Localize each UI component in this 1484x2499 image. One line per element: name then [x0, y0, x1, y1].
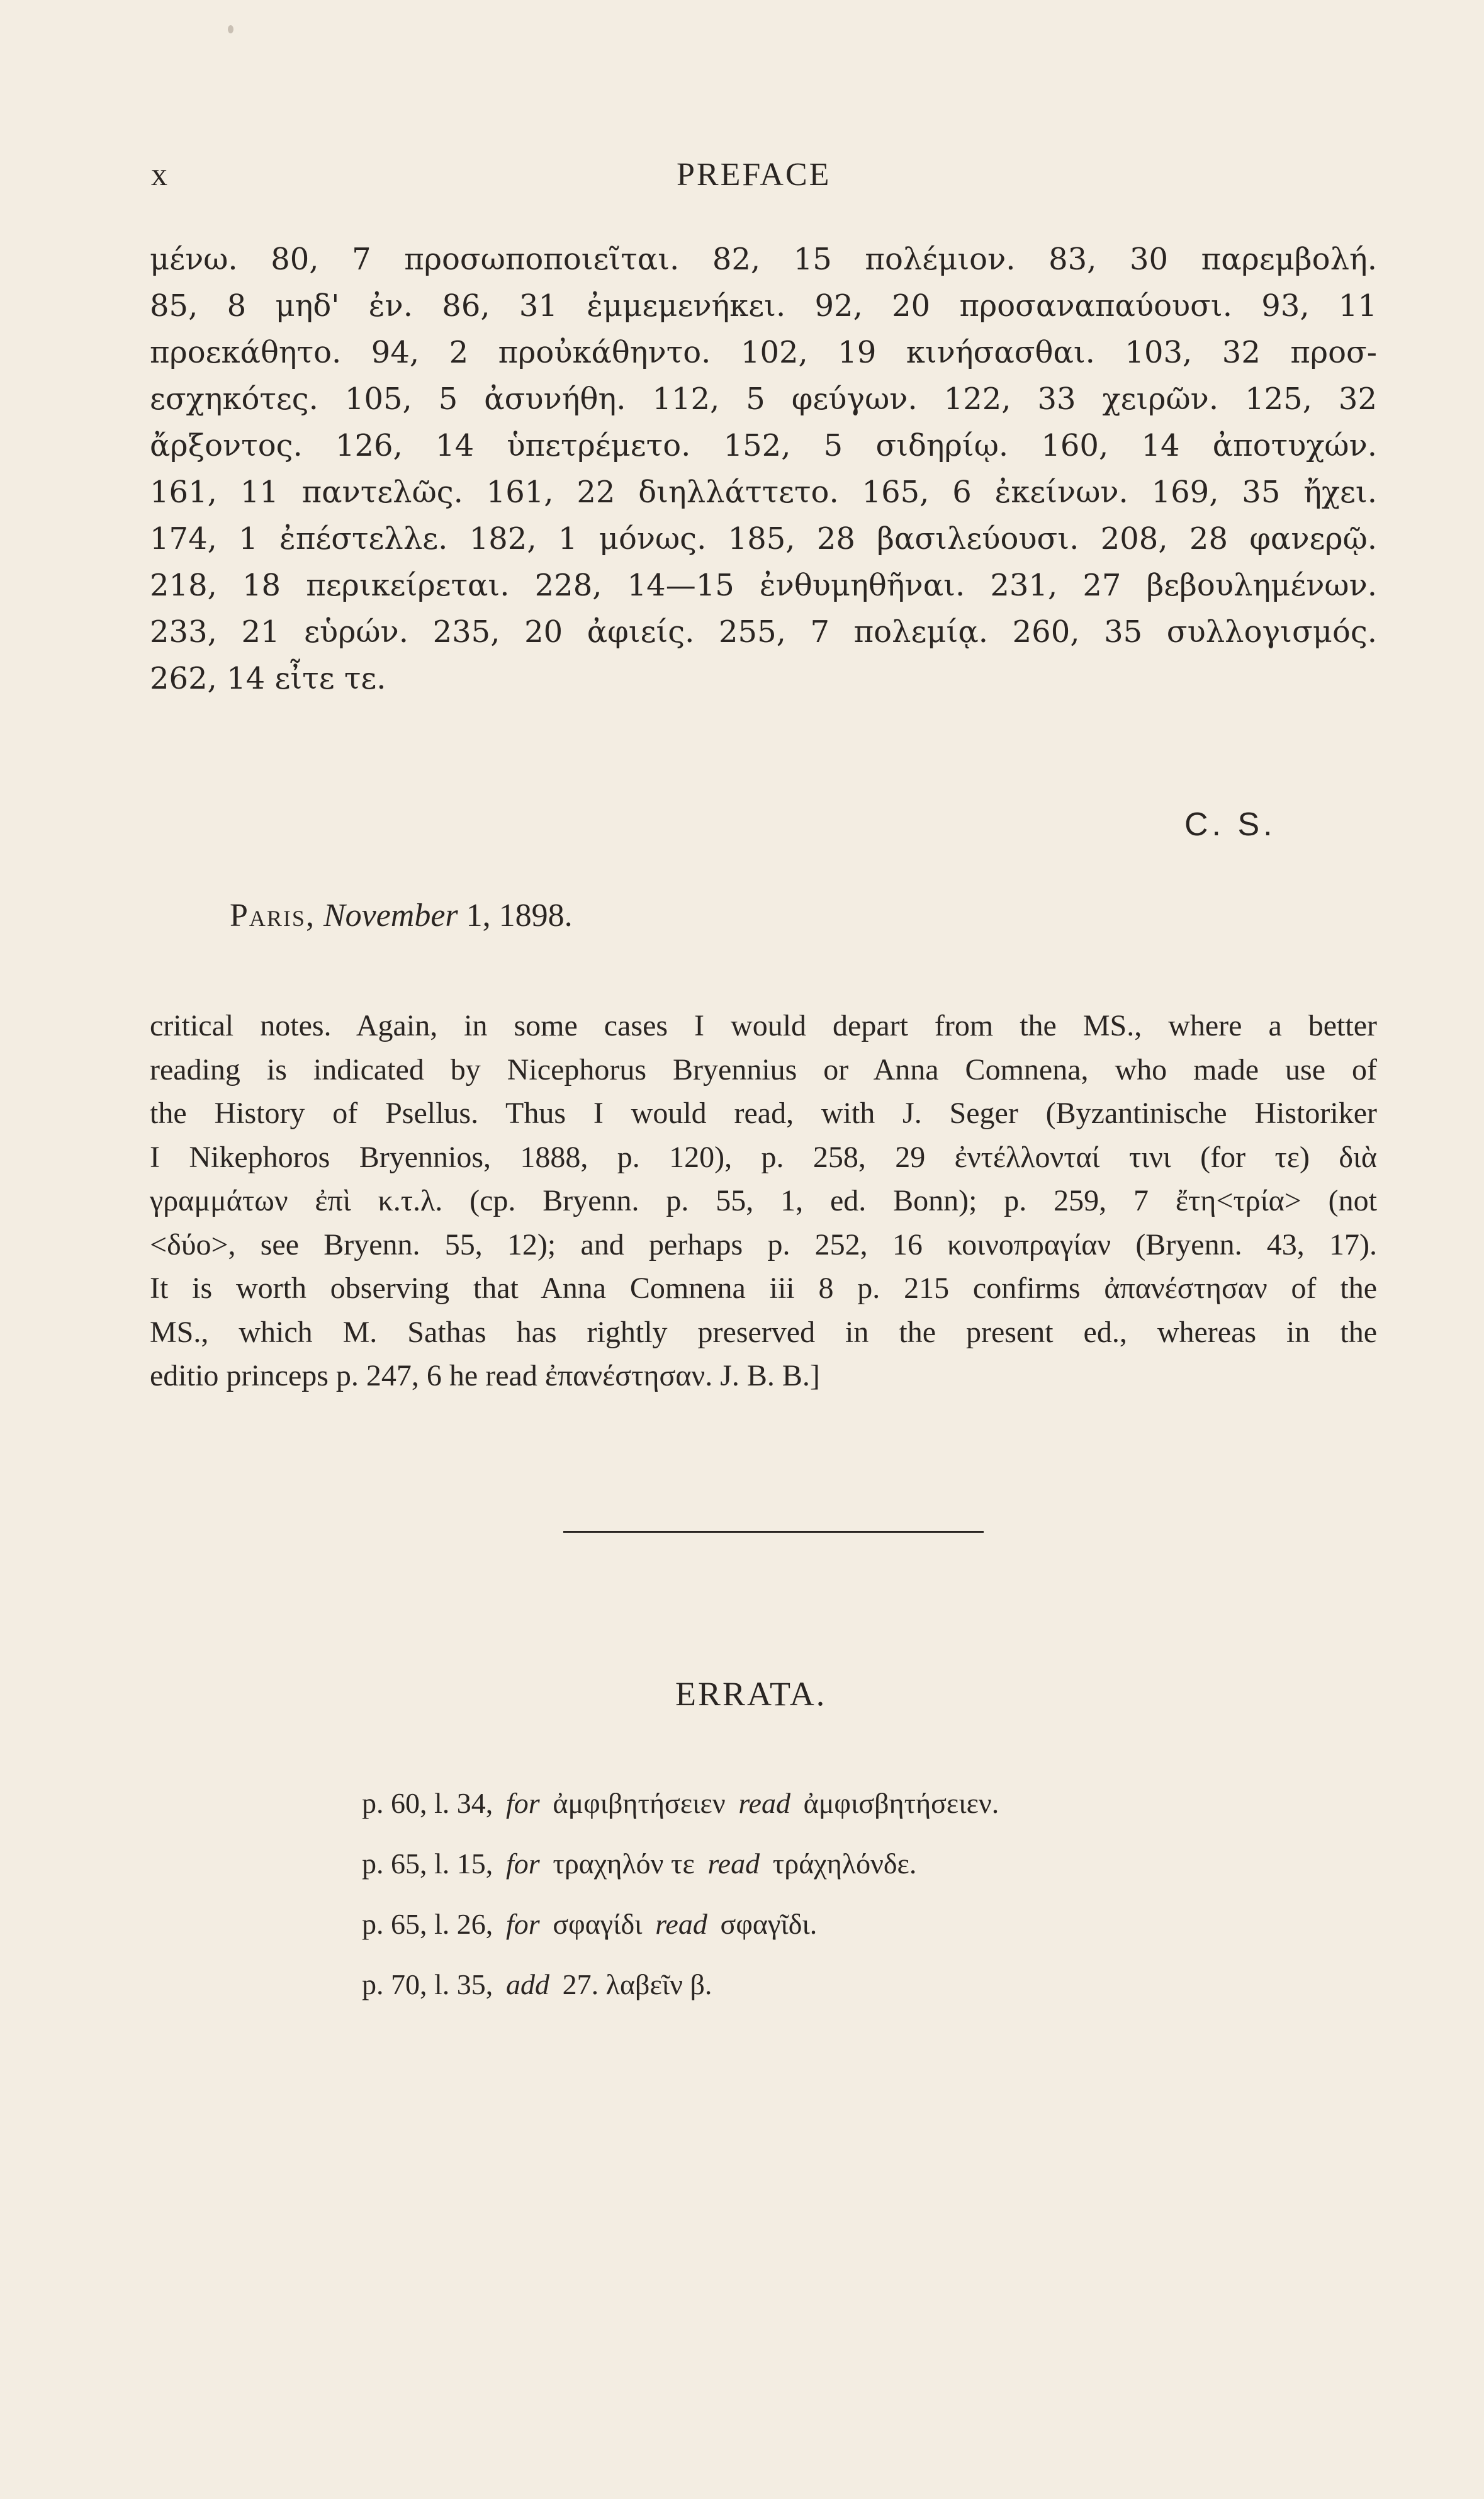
day-year: 1, 1898.: [466, 898, 573, 934]
errata-ref: p. 65, l. 15,: [362, 1847, 493, 1880]
errata-verb: add: [505, 1968, 549, 2000]
errata-wrong: σφαγίδι: [553, 1908, 643, 1940]
note-line: It is worth observing that Anna Comnena iii 8 p. 215 confirms ἀπανέστησαν of the: [150, 1272, 1377, 1305]
errata-read-label: read: [738, 1787, 790, 1819]
note-line: the History of Psellus. Thus I would read, with J. Seger (Byzantinische Historiker: [150, 1097, 1377, 1130]
month: November: [323, 898, 458, 934]
preface-corrections: [150, 236, 1377, 702]
correction-line: 233, 21 εὑρών. 235, 20 ἀφιείς. 255, 7 πολεμίᾳ. 260, 35 συλλογισμός.: [150, 614, 1377, 650]
errata-wrong: 27. λαβεῖν β.: [562, 1968, 712, 2000]
page-number: x: [151, 157, 169, 193]
running-head: PREFACE: [677, 157, 831, 193]
critical-notes: [150, 1004, 1377, 1398]
section-divider: [563, 1531, 984, 1533]
errata-heading: ERRATA.: [675, 1675, 827, 1713]
correction-line: 218, 18 περικείρεται. 228, 14—15 ἐνθυμηθῆναι. 231, 27 βεβουλημένων.: [150, 568, 1377, 603]
correction-line: 262, 14 εἶτε τε.: [150, 661, 386, 696]
errata-item: [362, 1847, 1369, 1907]
errata-verb: for: [505, 1908, 540, 1940]
place-date: [230, 897, 573, 934]
errata-item: [362, 1907, 1369, 1968]
correction-line: εσχηκότες. 105, 5 ἀσυνήθη. 112, 5 φεύγων. 122, 33 χειρῶν. 125, 32: [150, 381, 1377, 417]
errata-right: σφαγῖδι.: [720, 1908, 818, 1940]
ink-speck: [228, 25, 233, 33]
note-line: reading is indicated by Nicephorus Bryennius or Anna Comnena, who made use of: [150, 1052, 1377, 1086]
place: Paris,: [230, 898, 315, 934]
errata-list: [362, 1786, 1369, 2028]
errata-right: τράχηλόνδε.: [772, 1847, 917, 1880]
note-line: MS., which M. Sathas has rightly preserved in the present ed., whereas in the: [150, 1315, 1377, 1349]
note-line: critical notes. Again, in some cases I would depart from the MS., where a better: [150, 1009, 1377, 1042]
errata-ref: p. 70, l. 35,: [362, 1968, 493, 2000]
correction-line: 85, 8 μηδ' ἐν. 86, 31 ἐμμεμενήκει. 92, 20 προσαναπαύουσι. 93, 11: [150, 288, 1377, 324]
note-line: editio princeps p. 247, 6 he read ἐπανέστησαν. J. B. B.]: [150, 1359, 820, 1392]
errata-ref: p. 60, l. 34,: [362, 1787, 493, 1819]
correction-line: προεκάθητο. 94, 2 προὐκάθηντο. 102, 19 κινήσασθαι. 103, 32 προσ-: [150, 335, 1377, 370]
errata-wrong: τραχηλόν τε: [553, 1847, 695, 1880]
errata-right: ἀμφισβητήσειεν.: [803, 1787, 999, 1819]
correction-line: 161, 11 παντελῶς. 161, 22 διηλλάττετο. 165, 6 ἐκείνων. 169, 35 ἤχει.: [150, 475, 1377, 510]
note-line: I Nikephoros Bryennios, 1888, p. 120), p. 258, 29 ἐντέλλονταί τινι (for τε) διὰ: [150, 1140, 1377, 1174]
author-initials: C. S.: [1184, 806, 1276, 843]
correction-line: 174, 1 ἐπέστελλε. 182, 1 μόνως. 185, 28 βασιλεύουσι. 208, 28 φανερῷ.: [150, 521, 1377, 556]
note-line: <δύο>, see Bryenn. 55, 12); and perhaps p. 252, 16 κοινοπραγίαν (Bryenn. 43, 17).: [150, 1227, 1377, 1261]
correction-line: μένω. 80, 7 προσωποποιεῖται. 82, 15 πολέμιον. 83, 30 παρεμβολή.: [150, 242, 1377, 277]
errata-ref: p. 65, l. 26,: [362, 1908, 493, 1940]
correction-line: ἄρξοντος. 126, 14 ὑπετρέμετο. 152, 5 σιδηρίῳ. 160, 14 ἀποτυχών.: [150, 428, 1377, 463]
errata-verb: for: [505, 1787, 540, 1819]
errata-verb: for: [505, 1847, 540, 1880]
errata-item: [362, 1786, 1369, 1847]
errata-item: [362, 1968, 1369, 2028]
errata-read-label: read: [707, 1847, 760, 1880]
errata-read-label: read: [655, 1908, 707, 1940]
errata-wrong: ἀμφιβητήσειεν: [553, 1787, 726, 1819]
note-line: γραμμάτων ἐπὶ κ.τ.λ. (cp. Bryenn. p. 55, 1, ed. Bonn); p. 259, 7 ἔτη<τρία> (not: [150, 1184, 1377, 1217]
